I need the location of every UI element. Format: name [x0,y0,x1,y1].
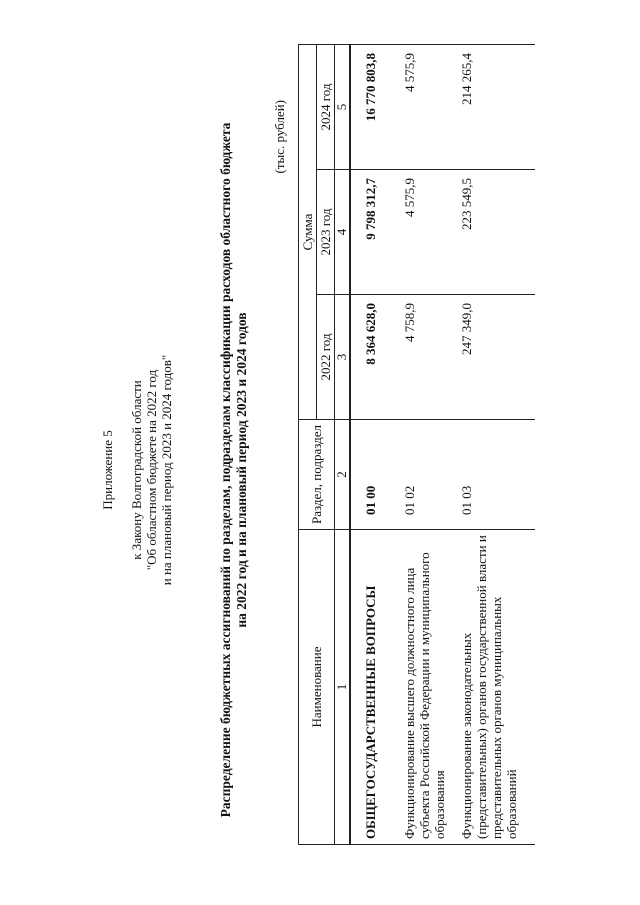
row-name: Функционирование законодательных (представительных) органов государственной власти и представительных органов муниципальных образований [453,530,535,845]
row-value-2024: 16 770 803,8 [350,44,396,169]
document-title [218,75,250,865]
row-name: ОБЩЕГОСУДАРСТВЕННЫЕ ВОПРОСЫ [350,530,396,845]
table-row [396,44,453,844]
law-reference-line-1: к Закону Волгоградской области [129,380,144,560]
appendix-header [100,90,174,850]
row-value-2022: 8 364 628,0 [350,295,396,420]
header-2023: 2023 год [317,170,335,295]
column-number: 1 [335,530,351,845]
column-number-row [335,44,351,844]
row-value-2022: 4 758,9 [396,295,453,420]
header-section-code: Раздел, подраздел [299,420,335,530]
header-2022: 2022 год [317,295,335,420]
law-reference-line-2: "Об областном бюджете на 2022 год [144,369,159,571]
column-number: 2 [335,420,351,530]
row-value-2022: 247 349,0 [453,295,535,420]
row-value-2024: 214 265,4 [453,44,535,169]
header-sum: Сумма [299,44,317,419]
document-title-line-1: Распределение бюджетных ассигнований по разделам, подразделам классификации расходов областного бюджета [218,122,233,818]
units-label: (тыс. рублей) [272,100,287,174]
table-row [453,44,535,844]
budget-allocation-table [298,44,535,845]
column-number: 5 [335,44,351,169]
row-code: 01 00 [350,420,396,530]
row-code: 01 03 [453,420,535,530]
row-value-2024: 4 575,9 [396,44,453,169]
header-name: Наименование [299,530,335,845]
table-row [350,44,396,844]
column-number: 4 [335,170,351,295]
row-name: Функционирование высшего должностного лица субъекта Российской Федерации и муниципального образования [396,530,453,845]
row-value-2023: 223 549,5 [453,170,535,295]
table-header-row [299,44,317,844]
document-title-line-2: на 2022 год и на плановый период 2023 и 2024 годов [234,312,249,628]
column-number: 3 [335,295,351,420]
row-code: 01 02 [396,420,453,530]
header-2024: 2024 год [317,44,335,169]
law-reference-line-3: и на плановый период 2023 и 2024 годов" [159,354,174,586]
appendix-number: Приложение 5 [100,430,115,510]
row-value-2023: 4 575,9 [396,170,453,295]
row-value-2023: 9 798 312,7 [350,170,396,295]
